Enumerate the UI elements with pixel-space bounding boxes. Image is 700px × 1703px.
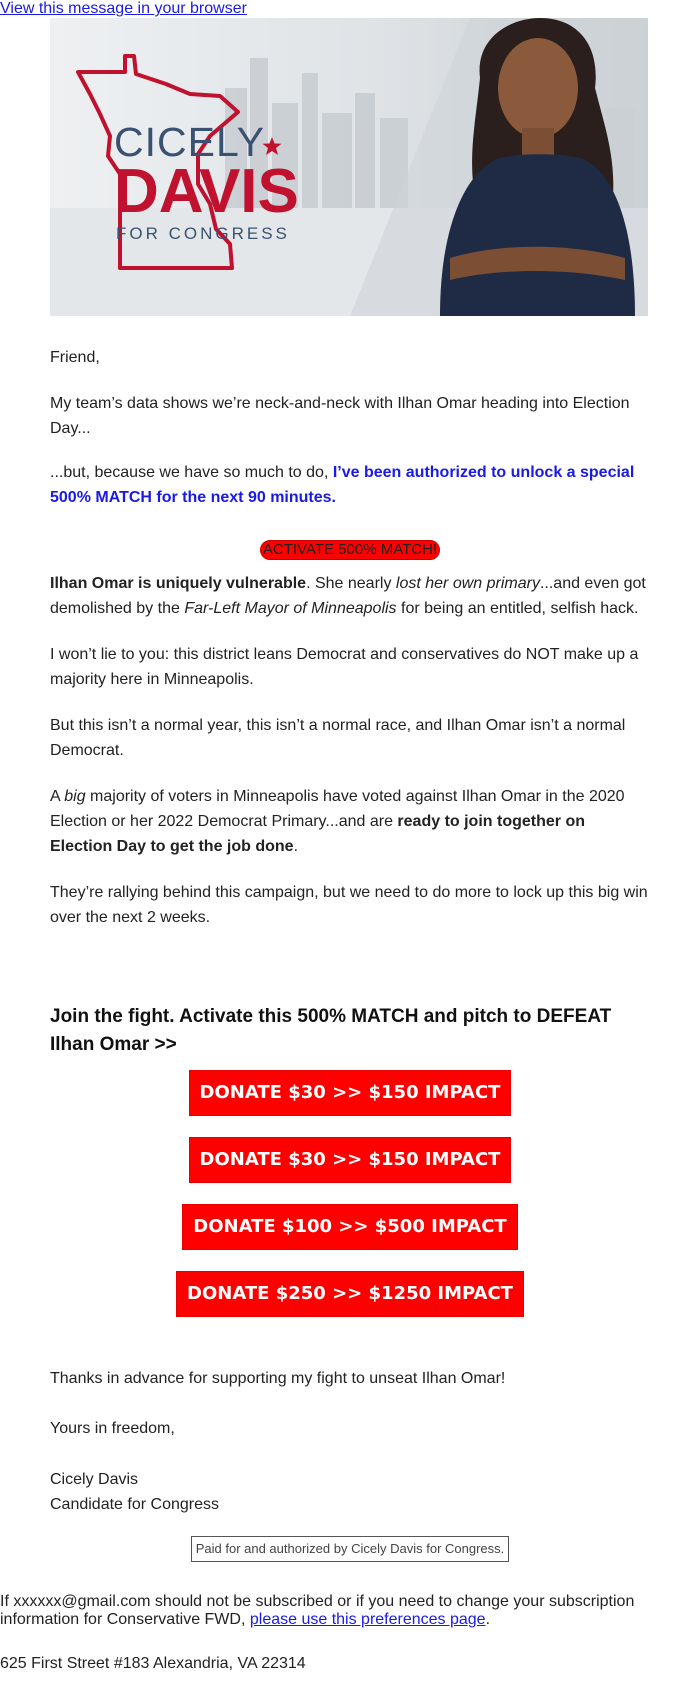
donate-row-4 xyxy=(0,1271,700,1317)
donate-row-1 xyxy=(0,1070,700,1116)
paragraph-3-italic-2: Far-Left Mayor of Minneapolis xyxy=(184,600,397,617)
paragraph-1: My team’s data shows we’re neck-and-neck with Ilhan Omar heading into Election Day... xyxy=(50,395,630,437)
paragraph-6 xyxy=(50,784,650,859)
paragraph-6-italic: big xyxy=(64,788,86,805)
paragraph-6-bold: ready to join together on Election Day to get the job done xyxy=(50,813,585,855)
closing-text: Yours in freedom, xyxy=(50,1420,175,1437)
paragraph-4: I won’t lie to you: this district leans Democrat and conservatives do NOT make up a majority here in Minneapolis. xyxy=(50,646,639,688)
call-to-action-headline: Join the fight. Activate this 500% MATCH and pitch to DEFEAT Ilhan Omar >> xyxy=(50,1006,612,1055)
donate-30-button[interactable]: DONATE $30 >> $150 IMPACT xyxy=(189,1070,512,1116)
paragraph-2-lead: ...but, because we have so much to do, xyxy=(50,464,333,481)
paid-for-container xyxy=(0,1536,700,1562)
donate-30-button-2[interactable]: DONATE $30 >> $150 IMPACT xyxy=(189,1137,512,1183)
match-highlight: I’ve been authorized to unlock a special 500% MATCH for the next 90 minutes. xyxy=(50,464,635,506)
paragraph-3-text-b: ...and even got demolished by the xyxy=(50,575,646,617)
greeting: Friend, xyxy=(50,349,100,366)
paragraph-5: But this isn’t a normal year, this isn’t a normal race, and Ilhan Omar isn’t a normal Democrat. xyxy=(50,717,626,759)
activate-match-button[interactable]: ACTIVATE 500% MATCH! xyxy=(260,540,440,560)
paragraph-6-text-c: . xyxy=(293,838,299,855)
logo-tagline: FOR CONGRESS xyxy=(116,224,290,243)
mailing-address: 625 First Street #183 Alexandria, VA 22314 xyxy=(0,1655,306,1672)
donate-row-3 xyxy=(0,1204,700,1250)
paragraph-2 xyxy=(50,460,650,510)
signature-name: Cicely Davis xyxy=(50,1471,139,1488)
subscription-footer xyxy=(0,1593,660,1629)
paragraph-3-bold: Ilhan Omar is uniquely vulnerable xyxy=(50,575,307,592)
activate-match-container xyxy=(0,540,700,560)
donate-100-button[interactable]: DONATE $100 >> $500 IMPACT xyxy=(182,1204,517,1250)
paid-for-disclaimer: Paid for and authorized by Cicely Davis for Congress. xyxy=(191,1536,510,1562)
email-body xyxy=(50,345,650,930)
paragraph-6-text-b: majority of voters in Minneapolis have voted against Ilhan Omar in the 2020 Election or her 2022 Democrat Primary...and are xyxy=(50,788,625,830)
donate-row-2 xyxy=(0,1137,700,1183)
donate-250-button[interactable]: DONATE $250 >> $1250 IMPACT xyxy=(176,1271,524,1317)
logo-name-last: DAVIS xyxy=(114,157,299,226)
preferences-page-link[interactable]: please use this preferences page xyxy=(249,1611,486,1628)
paragraph-3 xyxy=(50,571,650,621)
logo-name-first: CICELY xyxy=(114,119,266,165)
star-icon xyxy=(262,136,282,156)
paragraph-3-text-c: for being an entitled, selfish hack. xyxy=(396,600,639,617)
paragraph-6-text-a: A xyxy=(50,788,65,805)
footer-text-b: . xyxy=(485,1611,491,1628)
thanks-text: Thanks in advance for supporting my fight to unseat Ilhan Omar! xyxy=(50,1370,506,1387)
paragraph-3-italic-1: lost her own primary xyxy=(395,575,540,592)
paragraph-3-text-a: . She nearly xyxy=(306,575,396,592)
candidate-portrait xyxy=(420,18,648,316)
signature-title: Candidate for Congress xyxy=(50,1496,219,1513)
header-banner-image xyxy=(50,18,648,316)
paragraph-7: They’re rallying behind this campaign, but we need to do more to lock up this big win over the next 2 weeks. xyxy=(50,884,648,926)
footer-text-a: If xxxxxx@gmail.com should not be subscribed or if you need to change your subscription information for Conservative FWD, xyxy=(0,1593,635,1628)
view-in-browser-link[interactable]: View this message in your browser xyxy=(0,0,247,17)
